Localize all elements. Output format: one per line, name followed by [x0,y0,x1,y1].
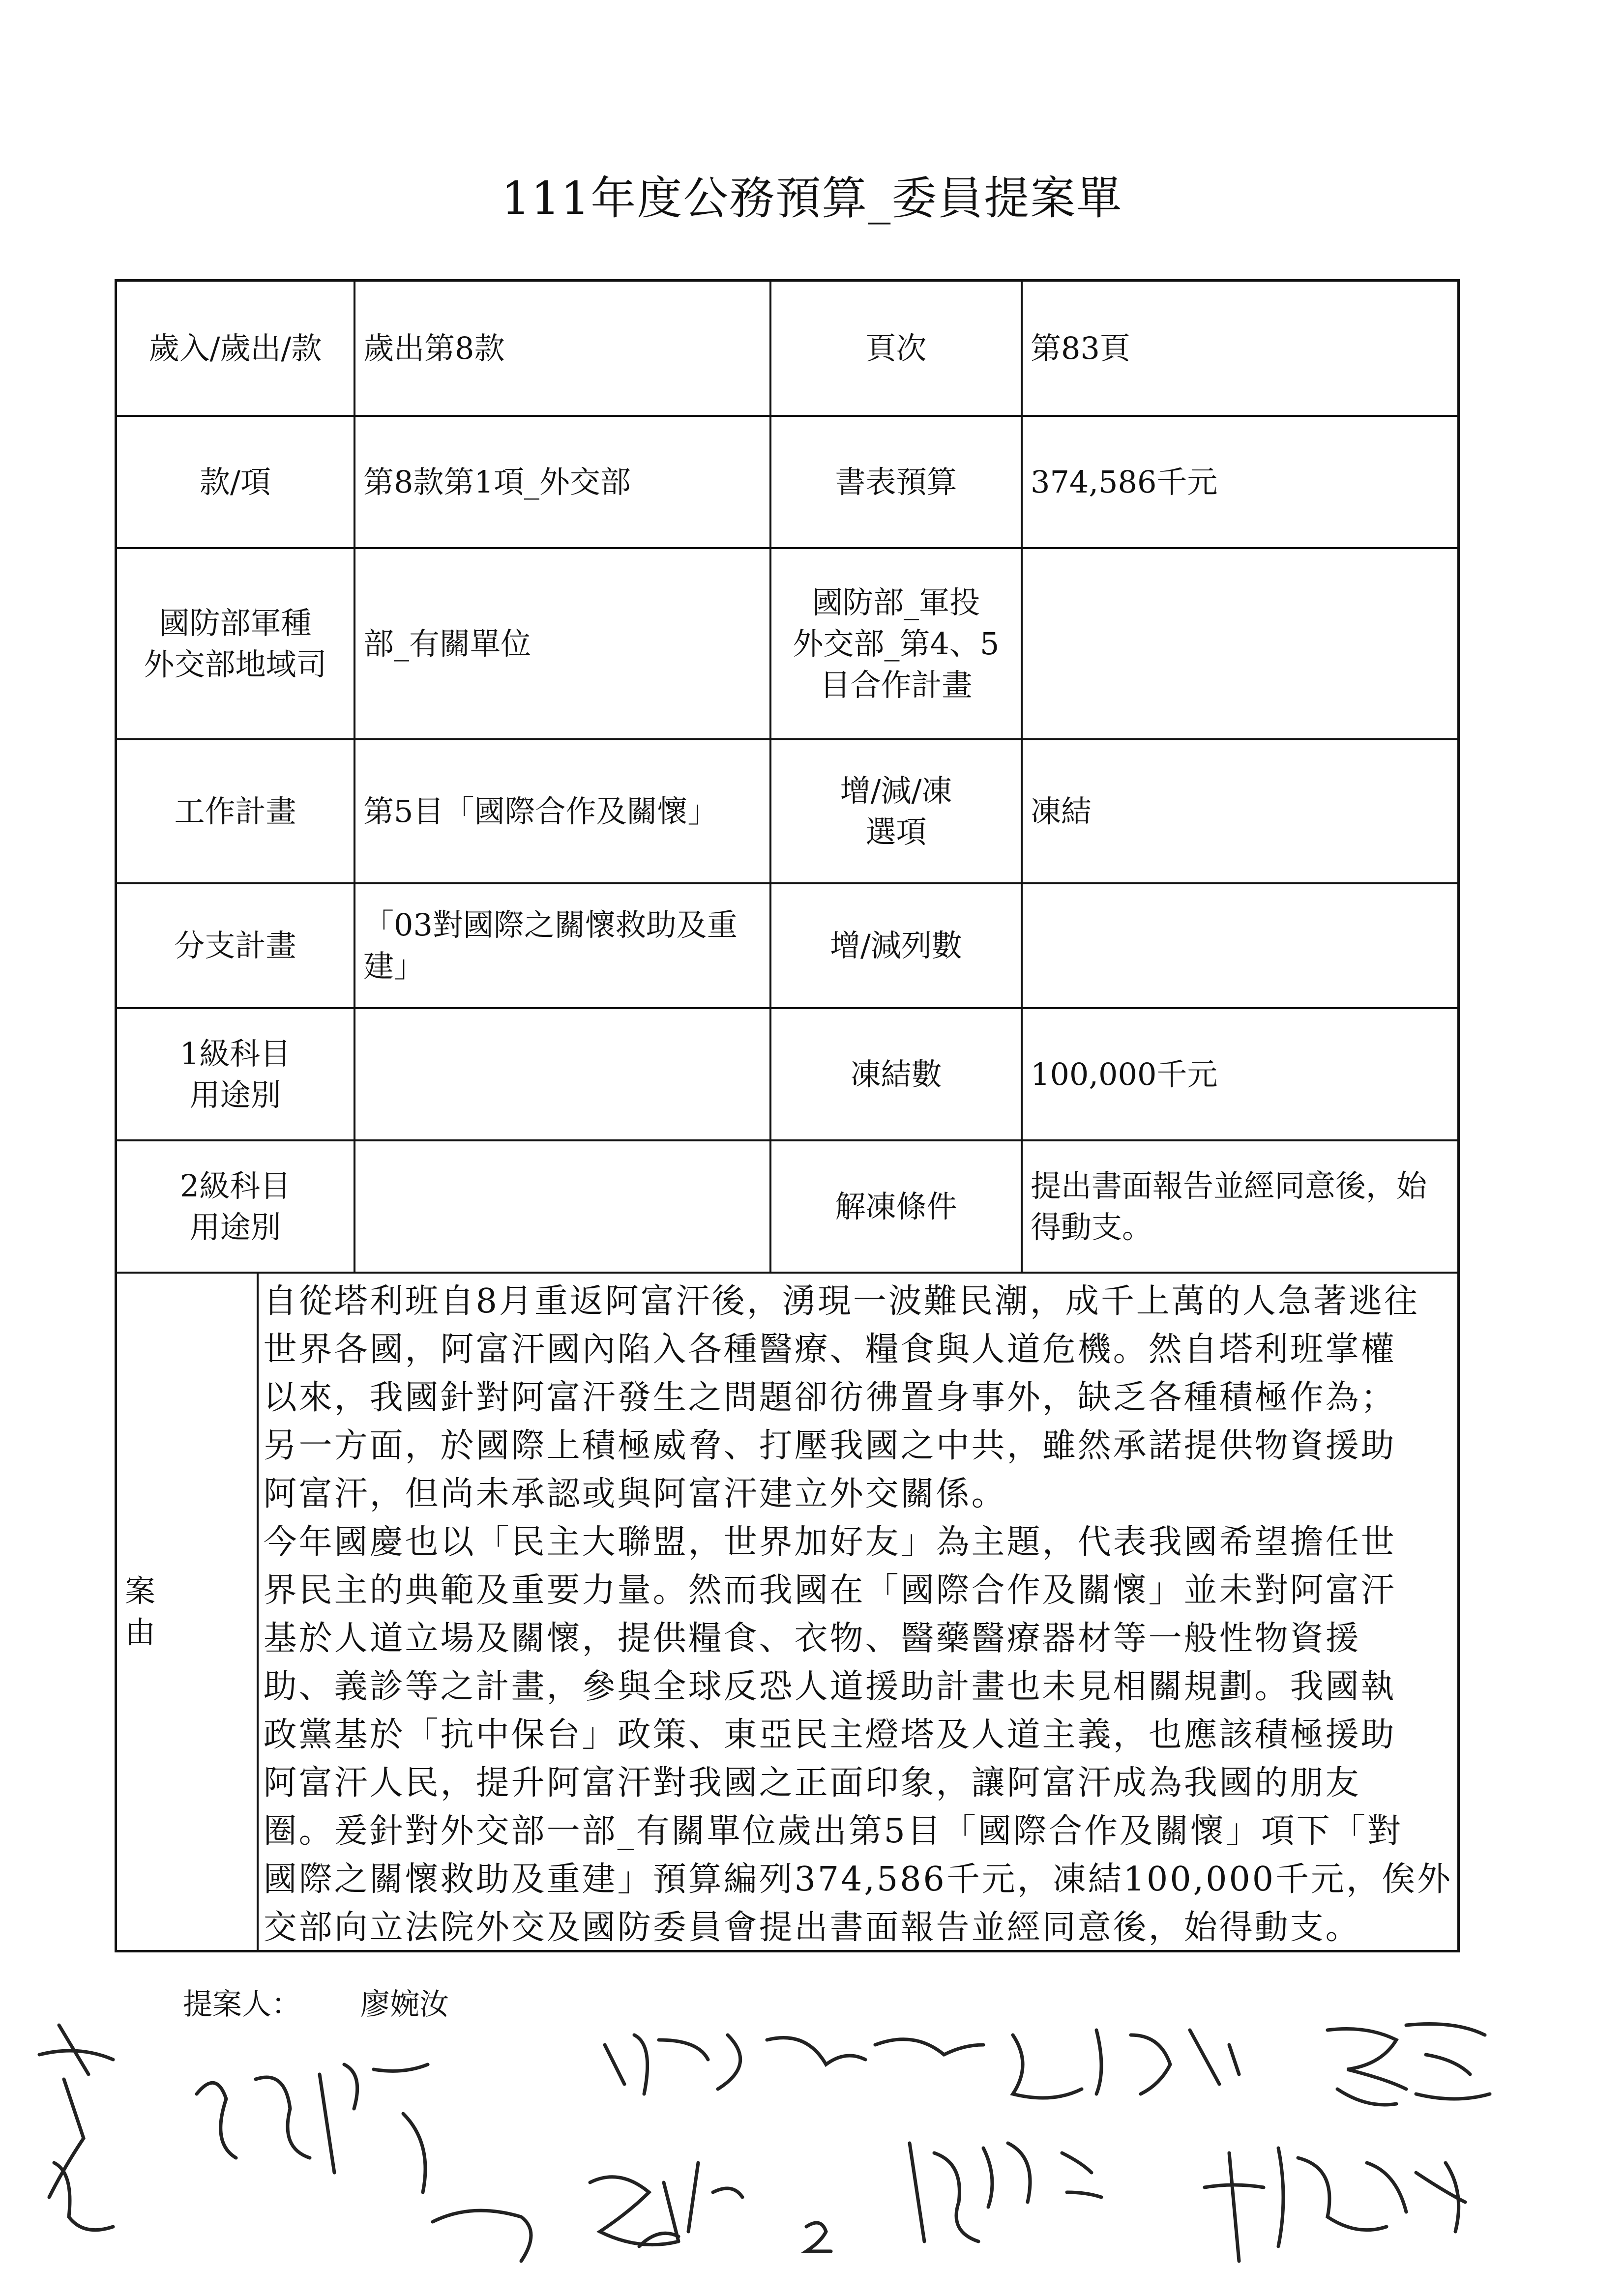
field-value: 部_有關單位 [355,549,771,738]
field-label: 凍結數 [771,1009,1023,1139]
field-label: 國防部_軍投 外交部_第4、5 目合作計畫 [771,549,1023,738]
field-value [1023,884,1457,1007]
table-row [117,884,1457,1009]
reason-line: 阿富汗人民，提升阿富汗對我國之正面印象，讓阿富汗成為我國的朋友 [263,1764,1361,1802]
reason-text [259,1274,1457,1950]
reason-line: 世界各國，阿富汗國內陷入各種醫療、糧食與人道危機。然自塔利班掌權 [263,1330,1396,1369]
reason-line: 另一方面，於國際上積極威脅、打壓我國之中共，雖然承諾提供物資援助 [263,1426,1396,1465]
reason-line: 今年國慶也以「民主大聯盟，世界加好友」為主題，代表我國希望擔任世 [263,1523,1396,1562]
field-value [355,1141,771,1272]
field-label: 2級科目 用途別 [117,1141,355,1272]
field-label: 歲入/歲出/款 [117,282,355,415]
signature-8 [590,2163,831,2251]
proposer-label: 提案人： [183,1987,301,2022]
handwritten-signatures [0,2015,1624,2296]
field-label: 頁次 [771,282,1023,415]
signature-7 [1205,2148,1465,2261]
field-label: 解凍條件 [771,1141,1023,1272]
table-row [117,1009,1457,1141]
signature-5 [1328,2024,1490,2105]
field-label: 分支計畫 [117,884,355,1007]
signature-2 [197,2064,531,2261]
signature-4 [1013,2030,1239,2098]
field-value: 第8款第1項_外交部 [355,417,771,547]
field-label: 1級科目 用途別 [117,1009,355,1139]
reason-line: 交部向立法院外交及國防委員會提出書面報告並經同意後，始得動支。 [263,1908,1361,1947]
table-row [117,417,1457,549]
reason-line: 自從塔利班自8月重返阿富汗後，湧現一波難民潮，成千上萬的人急著逃往 [263,1282,1419,1321]
proposal-table [115,279,1460,1952]
field-label: 款/項 [117,417,355,547]
field-value: 「03對國際之關懷救助及重建」 [355,884,771,1007]
reason-label: 案由 [117,1274,259,1950]
field-value: 100,000千元 [1031,1056,1218,1092]
field-label: 書表預算 [771,417,1023,547]
table-row [117,740,1457,884]
field-label: 增/減/凍 選項 [771,740,1023,882]
field-value: 凍結 [1031,793,1092,829]
field-label: 增/減列數 [771,884,1023,1007]
signature-6 [910,2143,1101,2241]
signature-1 [39,2025,113,2230]
table-row-reason [117,1274,1457,1950]
reason-line: 阿富汗，但尚未承認或與阿富汗建立外交關係。 [263,1475,1007,1513]
table-row [117,1141,1457,1274]
reason-line: 國際之關懷救助及重建」預算編列374,586千元，凍結100,000千元，俟外 [263,1860,1452,1899]
field-value: 374,586千元 [1031,464,1218,500]
reason-line: 基於人道立場及關懷，提供糧食、衣物、醫藥醫療器材等一般性物資援 [263,1619,1361,1658]
proposer-name: 廖婉汝 [360,1987,449,2022]
reason-line: 政黨基於「抗中保台」政策、東亞民主燈塔及人道主義，也應該積極援助 [263,1715,1396,1754]
field-value: 第83頁 [1031,330,1130,366]
field-label: 國防部軍種 外交部地域司 [117,549,355,738]
reason-line: 圈。爰針對外交部一部_有關單位歲出第5目「國際合作及關懷」項下「對 [263,1812,1403,1851]
field-value: 提出書面報告並經同意後，始得動支。 [1031,1167,1427,1245]
page-title: 111年度公務預算_委員提案單 [501,172,1123,225]
signature-3 [605,2035,983,2094]
field-value [1023,549,1457,738]
field-label: 工作計畫 [117,740,355,882]
table-row [117,282,1457,417]
reason-line: 助、義診等之計畫，參與全球反恐人道援助計畫也未見相關規劃。我國執 [263,1667,1396,1706]
reason-line: 以來，我國針對阿富汗發生之問題卻彷彿置身事外，缺乏各種積極作為； [263,1378,1396,1417]
field-value [355,1009,771,1139]
table-row [117,549,1457,740]
field-value: 第5目「國際合作及關懷」 [355,740,771,882]
field-value: 歲出第8款 [355,282,771,415]
reason-line: 界民主的典範及重要力量。然而我國在「國際合作及關懷」並未對阿富汗 [263,1571,1396,1610]
